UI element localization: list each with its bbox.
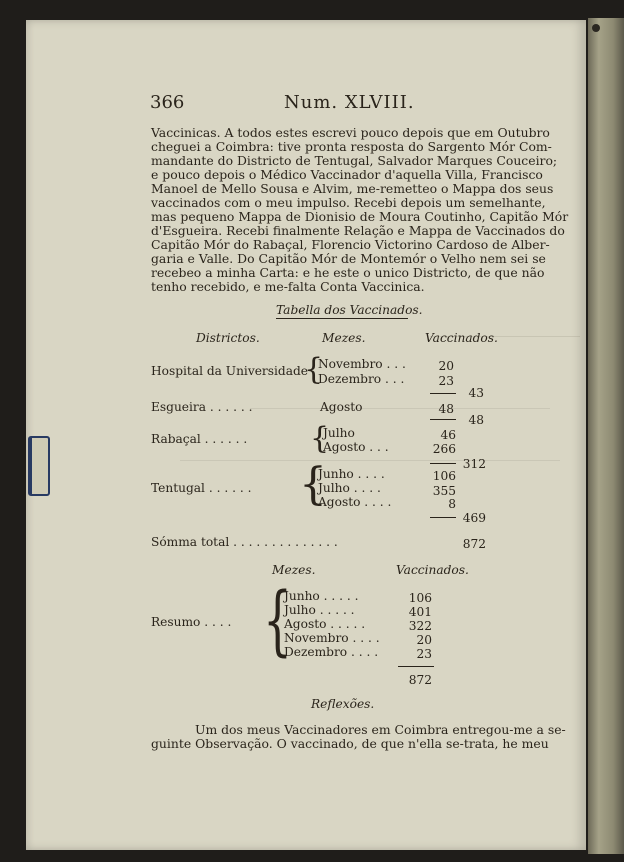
month-cell: Dezembro . . . xyxy=(318,372,405,386)
column-header-vaccinados: Vaccinados. xyxy=(425,331,498,345)
text-line: garia e Valle. Do Capitão Mór de Montemór o Velho nem sei se xyxy=(151,251,546,266)
summary-rule xyxy=(398,666,434,667)
month-cell: Julho . . . . . xyxy=(284,603,355,617)
month-cell: Agosto . . . xyxy=(323,440,389,454)
brace: { xyxy=(310,421,330,456)
book-spine xyxy=(588,18,624,854)
month-cell: Junho . . . . . xyxy=(284,589,359,603)
value-cell: 355 xyxy=(432,484,456,498)
district-total: 312 xyxy=(462,457,486,471)
text-line: guinte Observação. O vaccinado, de que n'ella se-trata, he meu xyxy=(151,736,549,751)
table-caption: Tabella dos Vaccinados. xyxy=(276,303,423,317)
month-cell: Agosto . . . . xyxy=(318,495,392,509)
page-title: Num. XLVIII. xyxy=(284,92,415,113)
value-cell: 106 xyxy=(432,469,456,483)
month-cell: Novembro . . . xyxy=(318,357,406,371)
value-cell: 48 xyxy=(438,402,454,416)
district-total: 469 xyxy=(462,511,486,525)
value-cell: 106 xyxy=(408,591,432,605)
value-cell: 266 xyxy=(432,442,456,456)
column-header-mezes: Mezes. xyxy=(322,331,366,345)
value-cell: 20 xyxy=(416,633,432,647)
section-heading: Reflexões. xyxy=(311,697,375,711)
text-line: e pouco depois o Médico Vaccinador d'aquella Villa, Francisco xyxy=(151,167,543,182)
subtotal-rule xyxy=(430,517,456,518)
text-line: mandante do Districto de Tentugal, Salvador Marques Couceiro; xyxy=(151,153,558,168)
bleed-through xyxy=(250,388,550,409)
district-label-tentugal: Tentugal . . . . . . xyxy=(151,481,252,495)
caption-underline xyxy=(276,318,408,319)
spine-mark xyxy=(592,24,600,32)
month-cell: Julho xyxy=(323,426,355,440)
district-total: 43 xyxy=(468,386,484,400)
month-cell: Novembro . . . . xyxy=(284,631,380,645)
subtotal-rule xyxy=(430,419,456,420)
district-total: 48 xyxy=(468,413,484,427)
summary-total: 872 xyxy=(408,673,432,687)
district-label-hospital: Hospital da Universidade xyxy=(151,364,308,378)
text-line: cheguei a Coimbra: tive pronta resposta do Sargento Mór Com- xyxy=(151,139,552,154)
column-header-districtos: Districtos. xyxy=(196,331,260,345)
subtotal-rule xyxy=(430,393,456,394)
intro-paragraph xyxy=(151,125,569,294)
text-line: Manoel de Mello Sousa e Alvim, me-remetteo o Mappa dos seus xyxy=(151,181,554,196)
text-line: vaccinados com o meu impulso. Recebi depois um semelhante, xyxy=(151,195,546,210)
month-cell: Junho . . . . xyxy=(318,467,385,481)
summary-label: Resumo . . . . xyxy=(151,615,232,629)
value-cell: 20 xyxy=(438,359,454,373)
text-line: recebeo a minha Carta: e he este o unico Districto, de que não xyxy=(151,265,545,280)
column-header-mezes: Mezes. xyxy=(272,563,316,577)
district-label-rabacal: Rabaçal . . . . . . xyxy=(151,432,248,446)
brace: { xyxy=(263,575,293,664)
subtotal-rule xyxy=(430,463,456,464)
text-line: tenho recebido, e me-falta Conta Vaccinica. xyxy=(151,279,425,294)
column-header-vaccinados: Vaccinados. xyxy=(396,563,469,577)
value-cell: 46 xyxy=(440,428,456,442)
brace: { xyxy=(299,459,327,510)
value-cell: 23 xyxy=(438,374,454,388)
text-line: mas pequeno Mappa de Dionisio de Moura Coutinho, Capitão Mór xyxy=(151,209,569,224)
month-cell: Agosto xyxy=(320,400,363,414)
text-line: Um dos meus Vaccinadores em Coimbra entregou-me a se- xyxy=(195,722,566,737)
value-cell: 401 xyxy=(408,605,432,619)
page-clip xyxy=(28,436,50,496)
month-cell: Agosto . . . . . xyxy=(284,617,366,631)
closing-paragraph xyxy=(151,722,566,751)
value-cell: 322 xyxy=(408,619,432,633)
text-line: Vaccinicas. A todos estes escrevi pouco depois que em Outubro xyxy=(151,125,550,140)
text-line: d'Esgueira. Recebi finalmente Relação e Mappa de Vaccinados do xyxy=(151,223,565,238)
district-label-esgueira: Esgueira . . . . . . xyxy=(151,400,253,414)
month-cell: Julho . . . . xyxy=(318,481,381,495)
value-cell: 8 xyxy=(448,497,456,511)
text-line: Capitão Mór do Rabaçal, Florencio Victorino Cardoso de Alber- xyxy=(151,237,550,252)
month-cell: Dezembro . . . . xyxy=(284,645,379,659)
brace: { xyxy=(304,352,324,387)
grand-total-value: 872 xyxy=(462,537,486,551)
page-number: 366 xyxy=(150,92,185,113)
grand-total-label: Sómma total . . . . . . . . . . . . . . xyxy=(151,535,338,549)
value-cell: 23 xyxy=(416,647,432,661)
